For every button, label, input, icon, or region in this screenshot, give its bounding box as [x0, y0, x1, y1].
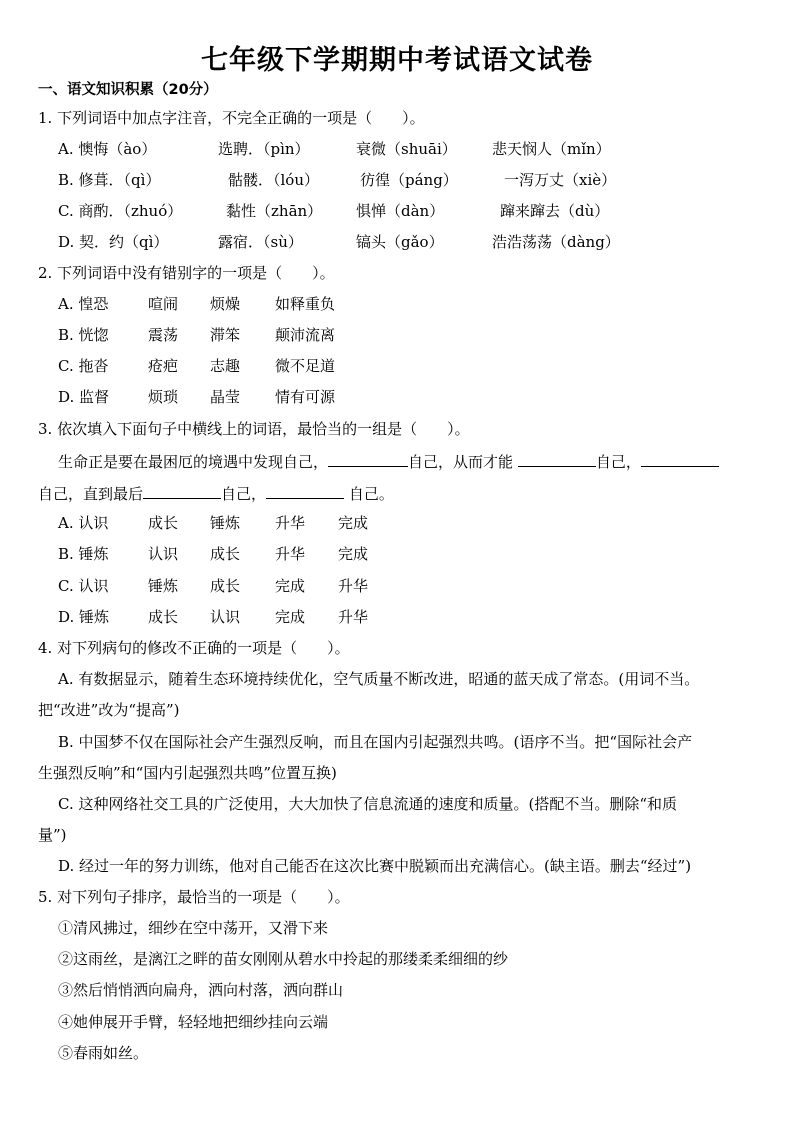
answer-blank [266, 482, 344, 499]
page-title: 七年级下学期期中考试语文试卷 [201, 45, 593, 76]
q4-option-c-cont: 量”) [38, 826, 67, 844]
q2-option-c-1: C. 拖沓 [58, 357, 109, 375]
q1-option-a-1: A. 懊悔（ào） [58, 140, 157, 158]
q3-option-b-5: 完成 [338, 545, 369, 563]
q3-sentence-part: 自己，直到最后 [38, 485, 144, 503]
q5-stem: 5. 对下列句子排序，最恰当的一项是（ ）。 [38, 888, 350, 906]
q3-option-b-3: 成长 [210, 545, 241, 563]
q2-stem: 2. 下列词语中没有错别字的一项是（ ）。 [38, 264, 335, 282]
q1-option-c-3: 惧惮（dàn） [356, 202, 445, 220]
q3-option-d-2: 成长 [148, 608, 179, 626]
q2-option-c-3: 志趣 [210, 357, 241, 375]
q2-option-a-2: 喧闹 [148, 295, 179, 313]
q1-option-c-1: C. 商酌．（zhuó） [58, 202, 183, 220]
q3-option-a-5: 完成 [338, 514, 369, 532]
q3-sentence-line2 [38, 482, 394, 504]
q3-sentence-part: 自己， [221, 485, 267, 503]
q3-option-c-3: 成长 [210, 577, 241, 595]
q5-item-3: ③然后悄悄洒向扁舟，洒向村落，洒向群山 [58, 981, 344, 999]
answer-blank [518, 450, 596, 467]
q4-option-a-cont: 把“改进”改为“提高”) [38, 701, 180, 719]
q4-option-d: D. 经过一年的努力训练，他对自己能否在这次比赛中脱颖而出充满信心。(缺主语。删去“经过”) [58, 857, 692, 875]
q2-option-a-1: A. 惶恐 [58, 295, 109, 313]
q1-option-a-2: 选聘．（pìn） [218, 140, 310, 158]
q3-option-c-2: 锤炼 [148, 577, 179, 595]
q2-option-d-2: 烦琐 [148, 388, 179, 406]
q5-item-5: ⑤春雨如丝。 [58, 1044, 149, 1062]
q1-option-d-4: 浩浩荡荡（dàng） [492, 233, 620, 251]
q5-item-4: ④她伸展开手臂，轻轻地把细纱挂向云端 [58, 1013, 329, 1031]
q3-stem: 3. 依次填入下面句子中横线上的词语，最恰当的一组是（ ）。 [38, 420, 470, 438]
q1-option-b-3: 彷徨（páng） [360, 171, 458, 189]
q2-option-c-4: 微不足道 [275, 357, 336, 375]
q3-option-d-5: 升华 [338, 608, 369, 626]
q5-item-1: ①清风拂过，细纱在空中荡开，又滑下来 [58, 919, 329, 937]
q4-stem: 4. 对下列病句的修改不正确的一项是（ ）。 [38, 639, 350, 657]
q3-sentence-line1 [58, 450, 719, 472]
q2-option-d-1: D. 监督 [58, 388, 110, 406]
q4-option-c: C. 这种网络社交工具的广泛使用，大大加快了信息流通的速度和质量。(搭配不当。删除“和质 [58, 795, 678, 813]
q3-option-c-4: 完成 [275, 577, 306, 595]
answer-blank [143, 482, 221, 499]
q1-option-a-4: 悲天悯人（mǐn） [492, 140, 611, 158]
answer-blank [641, 450, 719, 467]
q3-option-a-3: 锤炼 [210, 514, 241, 532]
section-heading: 一、语文知识积累（20分） [38, 82, 218, 98]
q3-option-d-3: 认识 [210, 608, 241, 626]
q2-option-b-4: 颠沛流离 [275, 326, 336, 344]
q1-option-c-2: 黏性（zhān） [226, 202, 323, 220]
q1-option-a-3: 衰微（shuāi） [356, 140, 457, 158]
q4-option-b: B. 中国梦不仅在国际社会产生强烈反响，而且在国内引起强烈共鸣。(语序不当。把“国际社会产 [58, 733, 693, 751]
q4-option-a: A. 有数据显示，随着生态环境持续优化，空气质量不断改进，昭通的蓝天成了常态。(用词不当。 [58, 670, 700, 688]
q2-option-a-4: 如释重负 [275, 295, 336, 313]
q2-option-d-4: 情有可源 [275, 388, 336, 406]
q1-option-b-1: B. 修葺．（qì） [58, 171, 161, 189]
q1-stem: 1. 下列词语中加点字注音，不完全正确的一项是（ ）。 [38, 109, 425, 127]
q5-item-2: ②这雨丝，是漓江之畔的苗女刚刚从碧水中拎起的那缕柔柔细细的纱 [58, 950, 509, 968]
q1-option-c-4: 蹿来蹿去（dù） [500, 202, 610, 220]
q1-option-d-2: 露宿．（sù） [218, 233, 303, 251]
q2-option-b-3: 滞笨 [210, 326, 241, 344]
q2-option-b-2: 震荡 [148, 326, 179, 344]
q3-sentence-part: 自己，从而才能 [408, 453, 514, 471]
q3-option-b-2: 认识 [148, 545, 179, 563]
q1-option-b-2: 骷髅．（lóu） [228, 171, 319, 189]
q3-option-b-4: 升华 [275, 545, 306, 563]
q3-sentence-part: 自己， [595, 453, 641, 471]
q3-option-d-1: D. 锤炼 [58, 608, 110, 626]
q2-option-a-3: 烦燥 [210, 295, 241, 313]
q2-option-d-3: 晶莹 [210, 388, 241, 406]
q1-option-b-4: 一泻万丈（xiè） [504, 171, 617, 189]
q3-option-b-1: B. 锤炼 [58, 545, 109, 563]
q3-option-a-1: A. 认识 [58, 514, 109, 532]
q3-sentence-part: 自己。 [348, 485, 394, 503]
q3-option-c-5: 升华 [338, 577, 369, 595]
q2-option-b-1: B. 恍惚 [58, 326, 109, 344]
q3-sentence-part: 生命正是要在最困厄的境遇中发现自己， [58, 453, 329, 471]
q1-option-d-3: 镐头（gǎo） [356, 233, 444, 251]
answer-blank [328, 450, 408, 467]
q3-option-d-4: 完成 [275, 608, 306, 626]
q3-option-c-1: C. 认识 [58, 577, 109, 595]
q2-option-c-2: 疮疤 [148, 357, 179, 375]
q3-option-a-4: 升华 [275, 514, 306, 532]
q3-option-a-2: 成长 [148, 514, 179, 532]
q1-option-d-1: D. 契．约（qì） [58, 233, 169, 251]
q4-option-b-cont: 生强烈反响”和“国内引起强烈共鸣”位置互换) [38, 764, 337, 782]
